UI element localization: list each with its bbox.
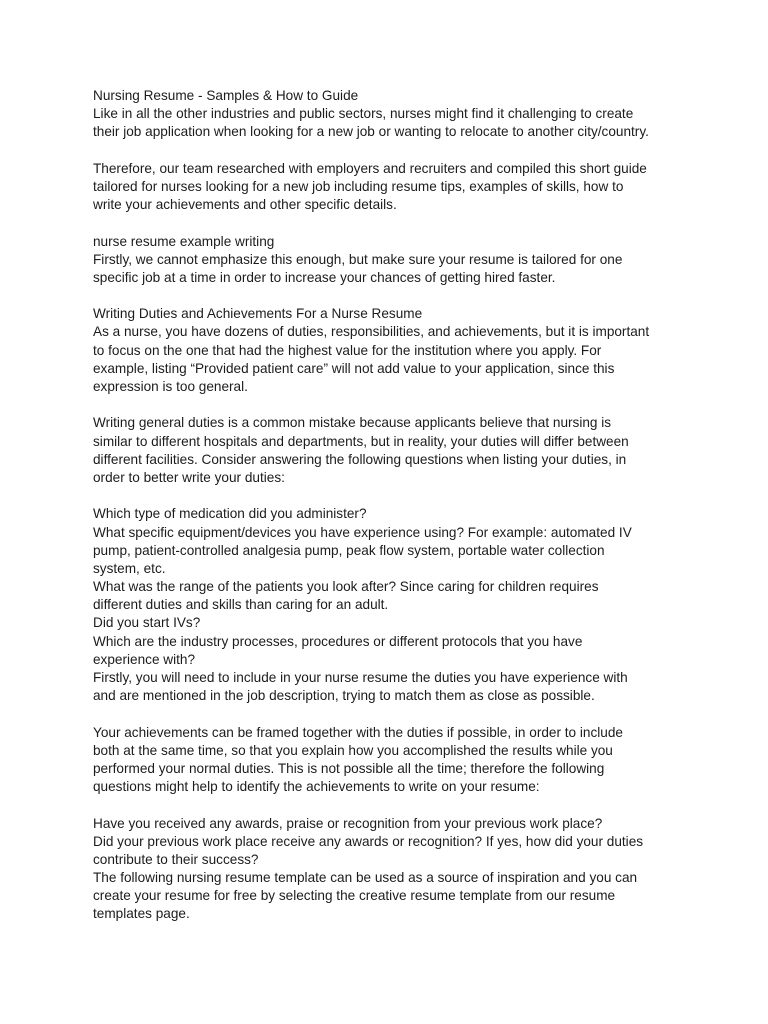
text-line: As a nurse, you have dozens of duties, responsibilities, and achievements, but it is important bbox=[93, 324, 650, 340]
question-line: Have you received any awards, praise or recognition from your previous work place? bbox=[93, 815, 603, 831]
question-line: What was the range of the patients you look after? Since caring for children requires bbox=[93, 579, 599, 595]
paragraph-gap bbox=[93, 396, 693, 414]
question-line: What specific equipment/devices you have experience using? For example: automated IV bbox=[93, 524, 632, 540]
text-line: their job application when looking for a new job or wanting to relocate to another city/country. bbox=[93, 124, 649, 140]
question-line: Did you start IVs? bbox=[93, 615, 201, 631]
text-line: Like in all the other industries and public sectors, nurses might find it challenging to create bbox=[93, 106, 634, 122]
paragraph-gap bbox=[93, 705, 693, 723]
text-line: expression is too general. bbox=[93, 379, 248, 394]
paragraph-gap bbox=[93, 487, 693, 505]
text-line: and are mentioned in the job description, trying to match them as close as possible. bbox=[93, 688, 595, 704]
text-line: different duties and skills than caring for an adult. bbox=[93, 597, 389, 613]
text-line: performed your normal duties. This is not possible all the time; therefore the following bbox=[93, 760, 605, 776]
text-line: to focus on the one that had the highest value for the institution where you apply. For bbox=[93, 342, 602, 358]
document-title: Nursing Resume - Samples & How to Guide bbox=[93, 88, 359, 103]
text-line: order to better write your duties: bbox=[93, 469, 285, 485]
question-line: Did your previous work place receive any awards or recognition? If yes, how did your duties bbox=[93, 833, 644, 849]
text-line: create your resume for free by selecting the creative resume template from our resume bbox=[93, 888, 616, 904]
paragraph-gap bbox=[93, 142, 693, 160]
text-line: similar to different hospitals and departments, but in reality, your duties will differ between bbox=[93, 433, 629, 449]
text-line: experience with? bbox=[93, 651, 196, 667]
text-line: pump, patient-controlled analgesia pump, peak flow system, portable water collection bbox=[93, 542, 605, 558]
paragraph-gap bbox=[93, 796, 693, 814]
text-line: system, etc. bbox=[93, 560, 166, 576]
paragraph-gap bbox=[93, 214, 693, 232]
question-line: Which type of medication did you administer? bbox=[93, 506, 367, 522]
section-heading: Writing Duties and Achievements For a Nurse Resume bbox=[93, 306, 423, 322]
text-line: templates page. bbox=[93, 906, 190, 922]
text-line: different facilities. Consider answering the following questions when listing your duties, in bbox=[93, 451, 627, 467]
text-line: write your achievements and other specific details. bbox=[93, 197, 397, 213]
text-line: tailored for nurses looking for a new job including resume tips, examples of skills, how to bbox=[93, 178, 624, 194]
document-body bbox=[93, 87, 693, 924]
paragraph-gap bbox=[93, 287, 693, 305]
text-line: Firstly, you will need to include in your nurse resume the duties you have experience with bbox=[93, 670, 628, 685]
text-line: contribute to their success? bbox=[93, 851, 259, 867]
section-heading: nurse resume example writing bbox=[93, 233, 275, 249]
text-line: both at the same time, so that you explain how you accomplished the results while you bbox=[93, 742, 613, 758]
question-line: Which are the industry processes, procedures or different protocols that you have bbox=[93, 633, 583, 649]
text-line: Your achievements can be framed together with the duties if possible, in order to include bbox=[93, 724, 623, 740]
text-line: specific job at a time in order to increase your chances of getting hired faster. bbox=[93, 269, 556, 285]
text-line: The following nursing resume template can be used as a source of inspiration and you can bbox=[93, 870, 638, 886]
text-line: Firstly, we cannot emphasize this enough, but make sure your resume is tailored for one bbox=[93, 251, 623, 267]
text-line: Writing general duties is a common mistake because applicants believe that nursing is bbox=[93, 415, 612, 431]
text-line: questions might help to identify the achievements to write on your resume: bbox=[93, 779, 540, 795]
text-line: example, listing “Provided patient care” will not add value to your application, since this bbox=[93, 360, 615, 376]
text-line: Therefore, our team researched with employers and recruiters and compiled this short guide bbox=[93, 160, 647, 176]
